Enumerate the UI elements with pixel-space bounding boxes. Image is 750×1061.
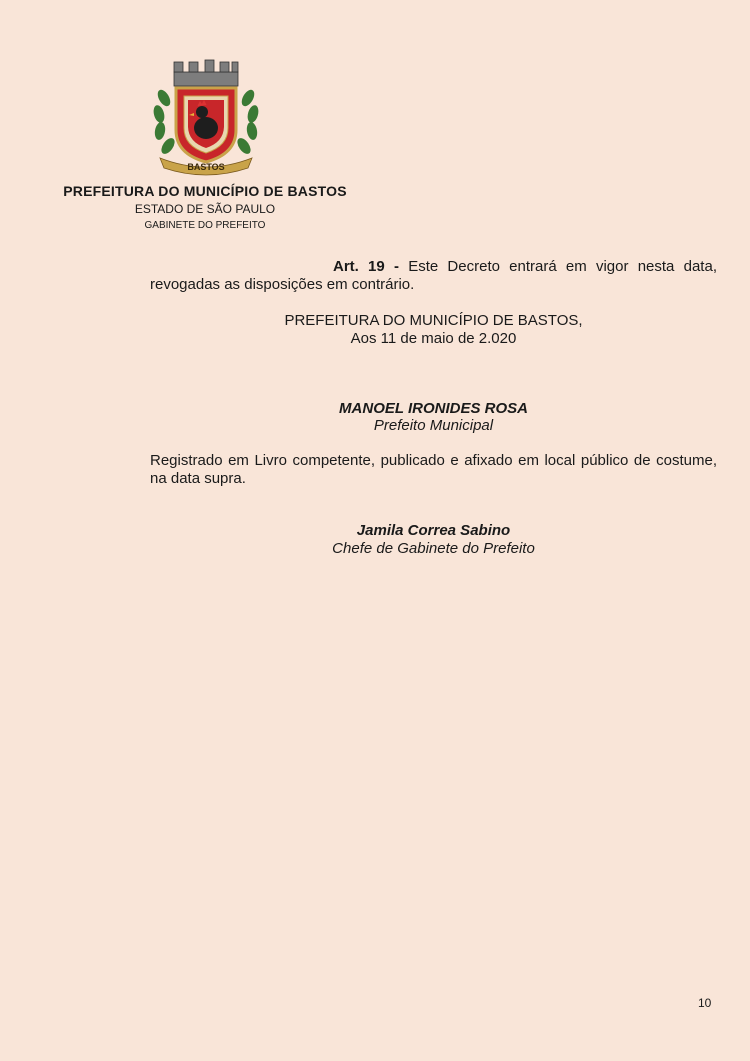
chief-of-staff-name: Jamila Correa Sabino xyxy=(356,522,511,539)
article-paragraph xyxy=(150,258,717,294)
office-name: GABINETE DO PREFEITO xyxy=(144,220,266,231)
chief-of-staff-title: Chefe de Gabinete do Prefeito xyxy=(332,540,535,557)
municipality-title: PREFEITURA DO MUNICÍPIO DE BASTOS xyxy=(63,183,347,199)
signing-date: Aos 11 de maio de 2.020 xyxy=(350,330,517,347)
article-label: Art. 19 - xyxy=(333,258,399,275)
mayor-title: Prefeito Municipal xyxy=(373,417,494,434)
article-text: Este Decreto entrará em vigor nesta data, revogadas as disposições em contrário. xyxy=(150,258,717,293)
state-name: ESTADO DE SÃO PAULO xyxy=(134,202,276,216)
municipal-crest-logo xyxy=(150,58,262,176)
mayor-name: MANOEL IRONIDES ROSA xyxy=(339,400,528,417)
signing-place: PREFEITURA DO MUNICÍPIO DE BASTOS, xyxy=(284,312,583,329)
registration-paragraph: Registrado em Livro competente, publicado e afixado em local público de costume, na data supra. xyxy=(150,452,717,487)
crest-banner-text: BASTOS xyxy=(187,162,225,172)
page-number: 10 xyxy=(698,996,712,1010)
